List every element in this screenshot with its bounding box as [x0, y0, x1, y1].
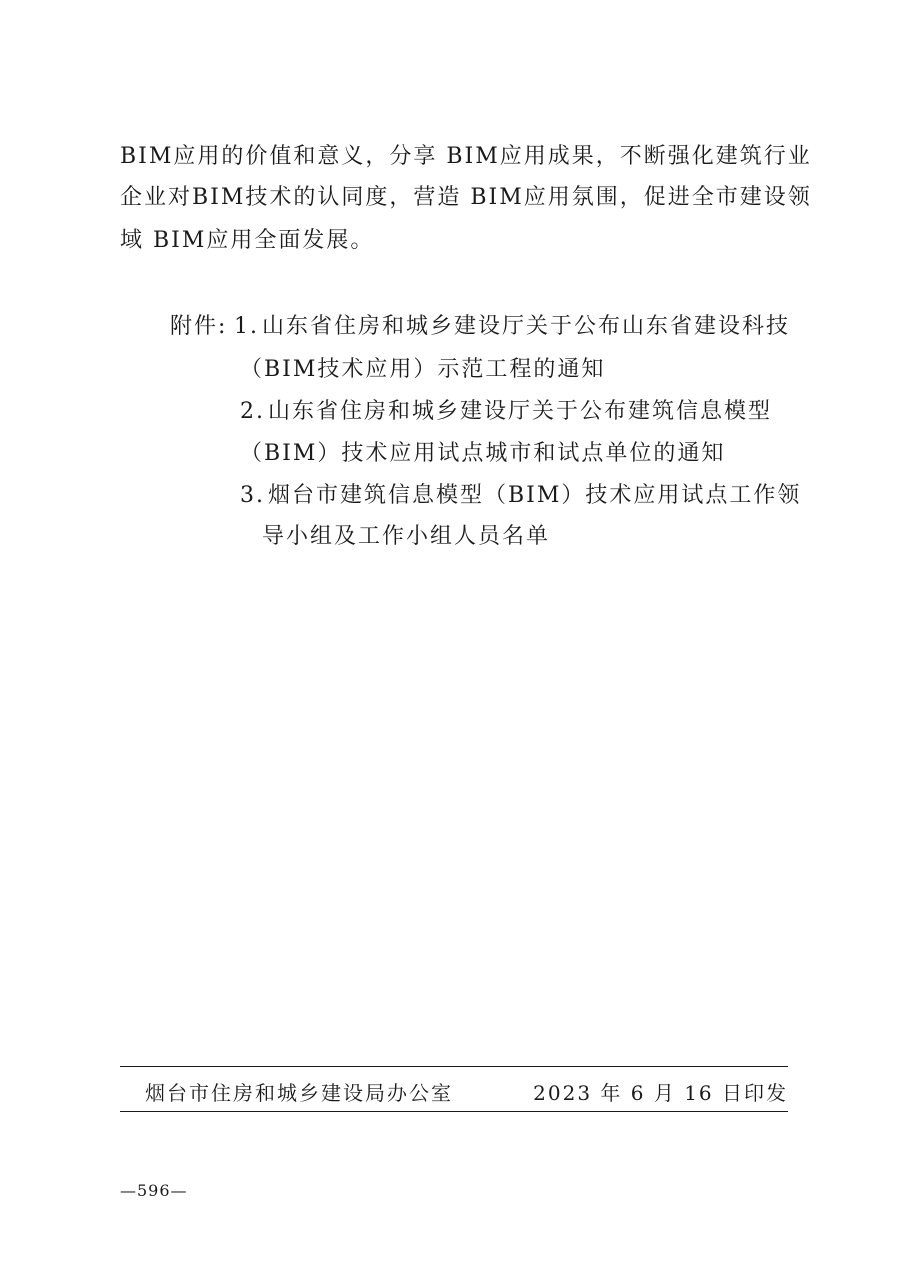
footer-top-rule [120, 1066, 788, 1067]
paragraph-line: 域 BIM应用全面发展。 [120, 228, 375, 253]
paragraph-line: BIM应用的价值和意义，分享 BIM应用成果，不断强化建筑行业 [120, 144, 812, 169]
footer-date: 2023 年 6 月 16 日印发 [533, 1081, 788, 1105]
footer-bottom-rule [120, 1111, 788, 1112]
paragraph-line: 企业对BIM技术的认同度，营造 BIM应用氛围，促进全市建设领 [120, 185, 812, 210]
attachment-number: 3. [240, 483, 265, 508]
attachments-label: 附件: [170, 314, 228, 339]
attachment-title-line: 山东省住房和城乡建设厅关于公布建筑信息模型 [268, 399, 773, 424]
attachment-number: 1. [234, 314, 259, 339]
footer-issuer: 烟台市住房和城乡建设局办公室 [145, 1081, 453, 1105]
page-number: —596— [120, 1181, 188, 1200]
attachment-title-line: 山东省住房和城乡建设厅关于公布山东省建设科技 [262, 314, 791, 339]
attachment-title-line: 烟台市建筑信息模型（BIM）技术应用试点工作领 [268, 483, 802, 508]
attachment-title-line: 导小组及工作小组人员名单 [262, 524, 551, 549]
attachment-title-line: （BIM技术应用）示范工程的通知 [240, 357, 606, 382]
attachment-number: 2. [240, 399, 265, 424]
attachment-title-line: （BIM）技术应用试点城市和试点单位的通知 [240, 441, 726, 466]
